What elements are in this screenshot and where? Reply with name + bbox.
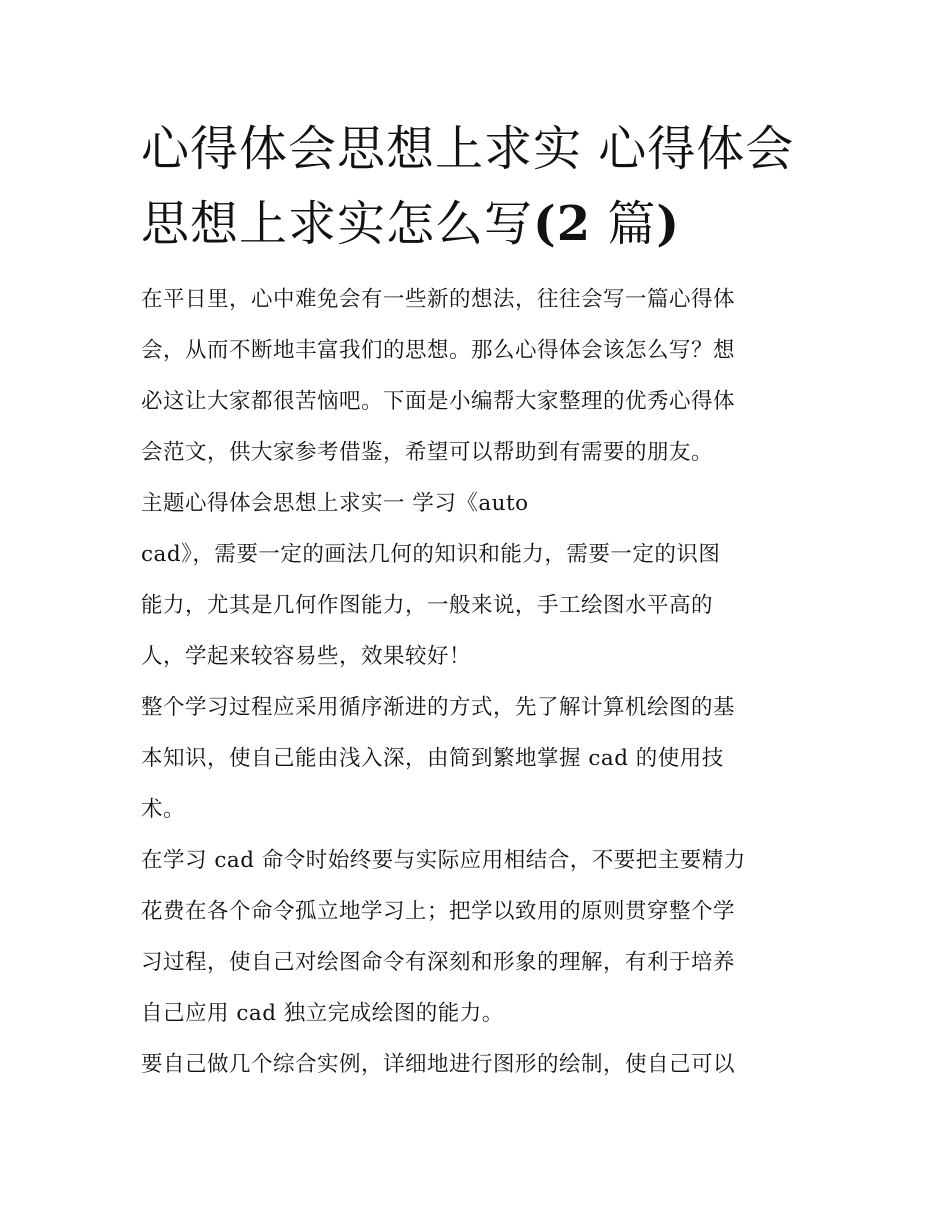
- paragraph-intro: [141, 274, 821, 478]
- text-line: 在平日里，心中难免会有一些新的想法，往往会写一篇心得体: [141, 287, 736, 312]
- text-line: 会范文，供大家参考借鉴，希望可以帮助到有需要的朋友。: [141, 440, 714, 465]
- text-line: 要自己做几个综合实例，详细地进行图形的绘制，使自己可以: [141, 1052, 736, 1077]
- text-line: 主题心得体会思想上求实一 学习《auto: [141, 491, 529, 516]
- title-line-2: 思想上求实怎么写(2 篇): [141, 196, 681, 252]
- text-line: 必这让大家都很苦恼吧。下面是小编帮大家整理的优秀心得体: [141, 389, 736, 414]
- text-line: 术。: [141, 797, 186, 822]
- text-line: 本知识，使自己能由浅入深，由简到繁地掌握 cad 的使用技: [141, 746, 724, 771]
- paragraph-learning-process: [141, 682, 821, 835]
- text-line: 在学习 cad 命令时始终要与实际应用相结合，不要把主要精力: [141, 848, 746, 873]
- text-line: 花费在各个命令孤立地学习上；把学以致用的原则贯穿整个学: [141, 899, 736, 924]
- text-line: 人，学起来较容易些，效果较好！: [141, 644, 472, 669]
- text-line: cad》，需要一定的画法几何的知识和能力，需要一定的识图: [141, 542, 721, 567]
- document-body: [141, 274, 821, 1090]
- document-title: [141, 112, 821, 262]
- text-line: 习过程，使自己对绘图命令有深刻和形象的理解，有利于培养: [141, 950, 736, 975]
- text-line: 自己应用 cad 独立完成绘图的能力。: [141, 1001, 504, 1026]
- text-line: 能力，尤其是几何作图能力，一般来说，手工绘图水平高的: [141, 593, 714, 618]
- paragraph-examples: [141, 1039, 821, 1090]
- text-line: 会，从而不断地丰富我们的思想。那么心得体会该怎么写？想: [141, 338, 736, 363]
- text-line: 整个学习过程应采用循序渐进的方式，先了解计算机绘图的基: [141, 695, 736, 720]
- paragraph-cad-commands: [141, 835, 821, 1039]
- paragraph-topic-one: [141, 478, 821, 682]
- title-line-1: 心得体会思想上求实 心得体会: [141, 121, 795, 177]
